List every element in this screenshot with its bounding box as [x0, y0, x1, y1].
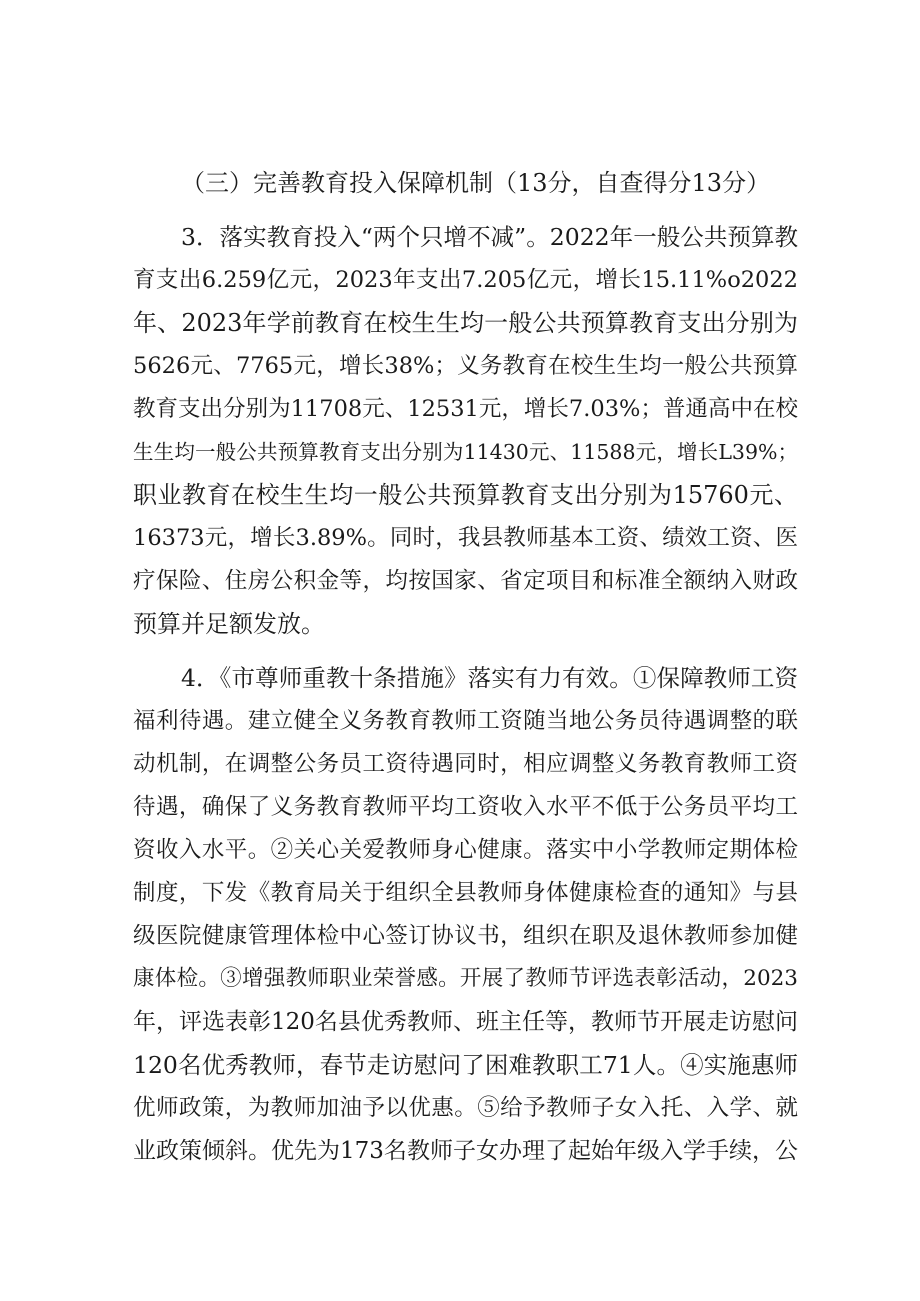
paragraph-1-line: 职业教育在校生生均一般公共预算教育支出分别为15760元、 [133, 481, 798, 509]
paragraph-1-line: 年、2023年学前教育在校生生均一般公共预算教育支出分别为 [133, 309, 798, 337]
paragraph-2-line: 福利待遇。建立健全义务教育教师工资随当地公务员待遇调整的联 [133, 708, 798, 734]
paragraph-1-line: 教育支出分别为11708元、12531元，增长7.03%；普通高中在校 [133, 396, 798, 422]
paragraph-1-line: 3．落实教育投入“两个只增不减”。2022年一般公共预算教 [181, 223, 798, 251]
paragraph-2-line: 业政策倾斜。优先为173名教师子女办理了起始年级入学手续，公 [133, 1138, 798, 1164]
paragraph-1-line: 16373元，增长3.89%。同时，我县教师基本工资、绩效工资、医 [133, 525, 798, 551]
paragraph-1-line: 育支出6.259亿元，2023年支出7.205亿元，增长15.11%o2022 [133, 267, 798, 293]
paragraph-2-line: 资收入水平。②关心关爱教师身心健康。落实中小学教师定期体检 [133, 837, 798, 863]
paragraph-2-line: 制度，下发《教育局关于组织全县教师身体健康检查的通知》与县 [133, 880, 798, 906]
paragraph-2-line: 优师政策，为教师加油予以优惠。⑤给予教师子女入托、入学、就 [133, 1095, 798, 1121]
paragraph-1-line: 疗保险、住房公积金等，均按国家、省定项目和标准全额纳入财政 [133, 568, 798, 594]
paragraph-2-line: 4．《市尊师重教十条措施》落实有力有效。①保障教师工资 [181, 664, 798, 692]
paragraph-2-line: 级医院健康管理体检中心签订协议书，组织在职及退休教师参加健 [133, 923, 798, 949]
paragraph-2-line: 康体检。③增强教师职业荣誉感。开展了教师节评选表彰活动，2023 [133, 966, 798, 991]
paragraph-1-line: 预算并足额发放。 [133, 610, 325, 638]
paragraph-2-line: 年，评选表彰120名县优秀教师、班主任等，教师节开展走访慰问 [133, 1009, 798, 1035]
section-heading: （三）完善教育投入保障机制（13分，自查得分13分） [181, 169, 771, 197]
paragraph-2-line: 动机制，在调整公务员工资待遇同时，相应调整义务教育教师工资 [133, 751, 798, 777]
paragraph-1-line: 5626元、7765元，增长38%；义务教育在校生生均一般公共预算 [133, 353, 798, 379]
paragraph-2-line: 120名优秀教师，春节走访慰问了困难教职工71人。④实施惠师 [133, 1051, 798, 1079]
paragraph-1-line: 生生均一般公共预算教育支出分别为11430元、11588元，增长L39%； [133, 440, 798, 464]
paragraph-2-line: 待遇，确保了义务教育教师平均工资收入水平不低于公务员平均工 [133, 794, 798, 820]
